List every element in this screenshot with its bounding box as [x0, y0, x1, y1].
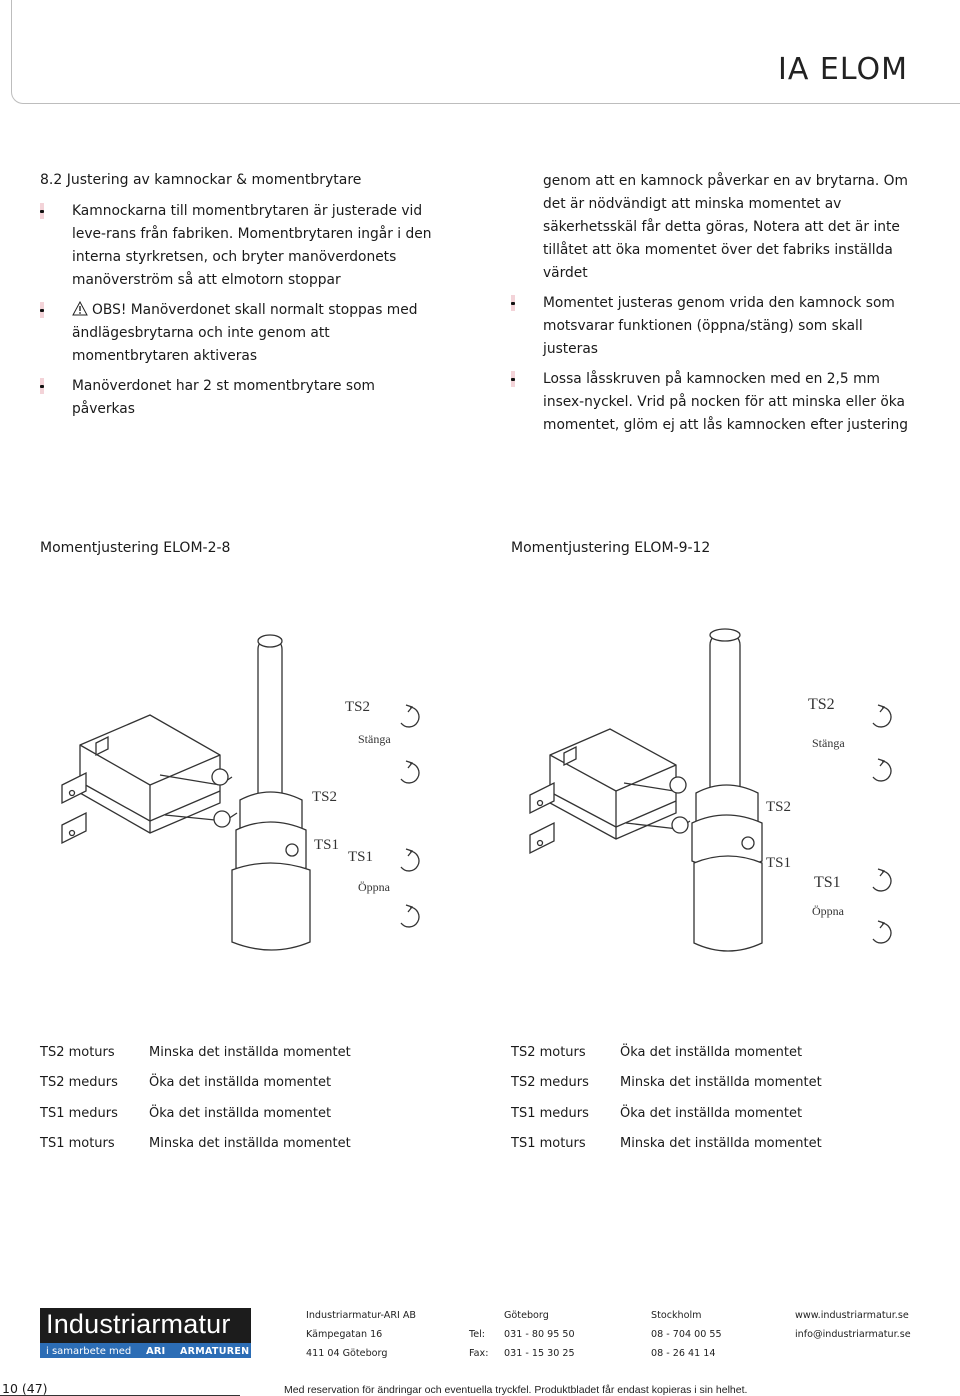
office-sthlm: Stockholm	[651, 1310, 702, 1321]
torque-table-right	[511, 1045, 931, 1166]
label-stanga: Stänga	[358, 732, 391, 746]
table-row: TS2 moturs Minska det inställda momentet	[40, 1045, 351, 1060]
label-ts2-top: TS2	[345, 699, 371, 715]
label-ts1-b: TS1	[814, 874, 841, 891]
table-row: TS2 medurs Minska det inställda momentet	[511, 1075, 822, 1091]
figure-right	[500, 625, 920, 975]
page-title: IA ELOM	[777, 52, 908, 87]
table-row: TS1 medurs Öka det inställda momentet	[511, 1105, 803, 1121]
list-item: Momentet justeras genom vrida den kamnock som motsvarar funktionen (öppna/stäng) som skall justeras	[511, 292, 911, 361]
switch-diagram-left	[40, 625, 460, 975]
list-item: OBS! Manöverdonet skall normalt stoppas med ändlägesbrytarna och inte genom att momentbrytaren aktiveras	[40, 299, 440, 368]
tel-label: Tel:	[469, 1329, 486, 1340]
label-ts1-a: TS1	[766, 855, 792, 871]
figure-caption-right: Momentjustering ELOM-9-12	[511, 540, 711, 556]
table-row: TS1 medurs Öka det inställda momentet	[40, 1105, 332, 1121]
table-row: TS2 medurs Öka det inställda momentet	[40, 1075, 332, 1091]
table-row: TS1 moturs Minska det inställda momentet	[511, 1135, 822, 1151]
email-link[interactable]: info@industriarmatur.se	[795, 1329, 911, 1340]
sthlm-fax: 08 - 26 41 14	[651, 1348, 716, 1359]
gbg-tel: 031 - 80 95 50	[504, 1329, 575, 1340]
label-oppna: Öppna	[358, 880, 390, 894]
label-ts2-top: TS2	[808, 696, 835, 713]
office-gbg: Göteborg	[504, 1310, 549, 1321]
website-link[interactable]: www.industriarmatur.se	[795, 1310, 909, 1321]
switch-diagram-right	[500, 625, 920, 975]
label-stanga: Stänga	[812, 736, 845, 750]
figure-left	[40, 625, 460, 975]
label-ts2-mid: TS2	[766, 799, 792, 815]
torque-table-left	[40, 1045, 460, 1166]
table-row: TS1 moturs Minska det inställda momentet	[40, 1135, 351, 1151]
page-footer	[0, 1300, 960, 1396]
label-ts1-a: TS1	[314, 837, 340, 853]
section-title: 8.2 Justering av kamnockar & momentbrytare	[40, 172, 362, 188]
bullet-marker	[40, 378, 44, 394]
label-ts1-b: TS1	[348, 849, 374, 865]
ari-logo: ARI	[146, 1346, 166, 1357]
postal-address: 411 04 Göteborg	[306, 1348, 388, 1359]
company-logo: Industriarmatur i samarbete med ARI ARMATUREN	[40, 1308, 251, 1358]
bullet-marker	[40, 203, 44, 219]
company-name: Industriarmatur-ARI AB	[306, 1310, 417, 1321]
bullet-marker	[40, 302, 44, 318]
bullet-marker	[511, 295, 515, 311]
gbg-fax: 031 - 15 30 25	[504, 1348, 575, 1359]
sthlm-tel: 08 - 704 00 55	[651, 1329, 722, 1340]
fax-label: Fax:	[469, 1348, 489, 1359]
list-item: Kamnockarna till momentbrytaren är justerade vid leve-rans från fabriken. Momentbrytaren ingår i den interna styrkretsen, och bryter manöverdonets manöverström så att elmotorn stoppar	[40, 200, 440, 292]
right-text-column	[511, 170, 911, 444]
list-item: Lossa låsskruven på kamnocken med en 2,5 mm insex-nyckel. Vrid på nocken för att minska eller öka momentet, glöm ej att lås kamnocken efter justering	[511, 368, 911, 437]
list-item: Manöverdonet har 2 st momentbrytare som påverkas	[40, 375, 440, 421]
label-oppna: Öppna	[812, 904, 844, 918]
left-text-column	[40, 200, 440, 428]
label-ts2-mid: TS2	[312, 789, 338, 805]
street-address: Kämpegatan 16	[306, 1329, 383, 1340]
warning-icon	[72, 301, 88, 316]
paragraph: genom att en kamnock påverkar en av brytarna. Om det är nödvändigt att minska momentet av säkerhetsskäl får detta göras, Notera att det är inte tillåtet att öka momentet över det fabriks inställda värdet	[543, 173, 908, 281]
figure-caption-left: Momentjustering ELOM-2-8	[40, 540, 231, 556]
bullet-marker	[511, 371, 515, 387]
table-row: TS2 moturs Öka det inställda momentet	[511, 1045, 803, 1060]
disclaimer: Med reservation för ändringar och eventuella tryckfel. Produktbladet får endast kopieras i sin helhet.	[284, 1384, 748, 1396]
page-number: 10 (47)	[2, 1381, 48, 1396]
